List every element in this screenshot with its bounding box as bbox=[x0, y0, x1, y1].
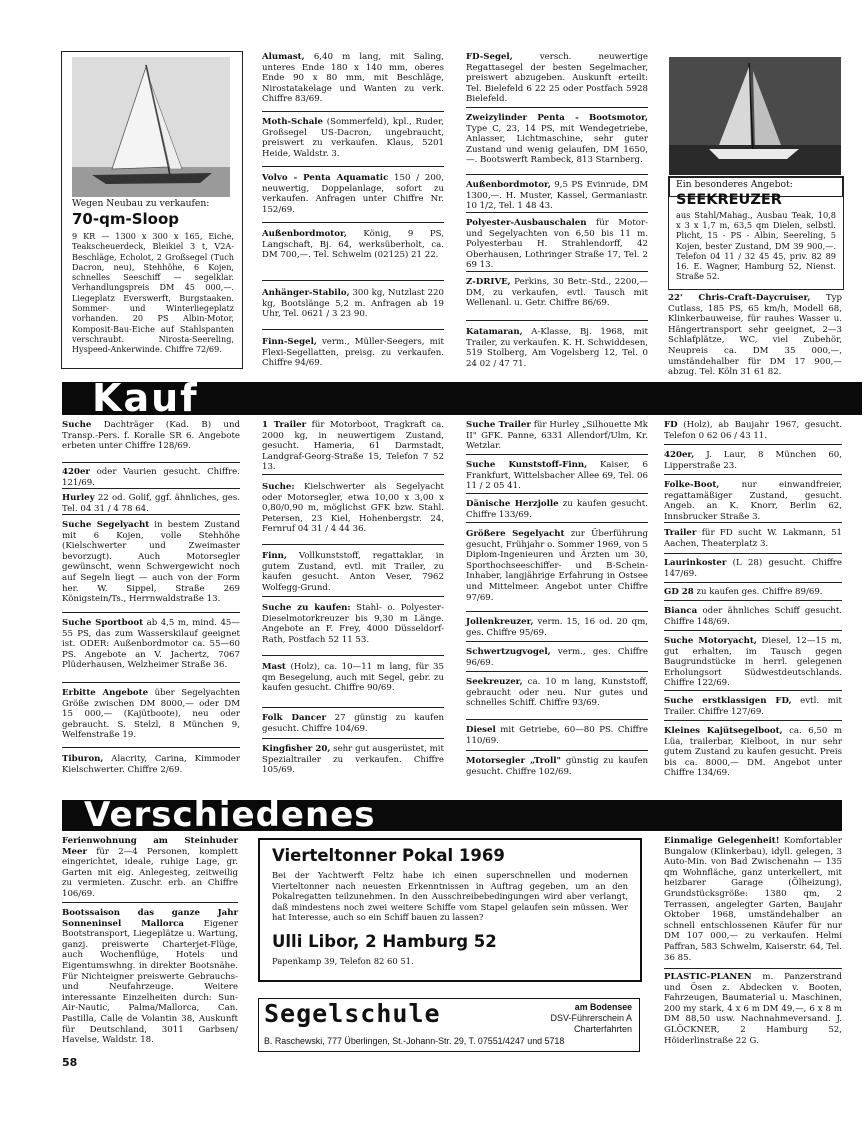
classified-ad: Suche erstklassigen FD, evtl. mit Trailer. Chiffre 127/69. bbox=[664, 696, 842, 717]
classified-ad: Laurinkoster (L 28) gesucht. Chiffre 147/69. bbox=[664, 558, 842, 579]
divider bbox=[664, 444, 842, 445]
classified-ad: Suche Segelyacht in bestem Zustand mit 6 Kojen, volle Stehhöhe (Kielschwerter und Zweimaster bevorzugt). Auch Motorsegler gewünscht, wenn Schwergewicht noch auf Segeln liegt — auch von der Form her. W. Sippel, Straße 269 Königstein/Ts., Herrnwaldstraße 13. bbox=[62, 520, 240, 605]
divider bbox=[664, 690, 842, 691]
divider bbox=[62, 462, 240, 463]
classified-ad-alumast: Alumast, 6,40 m lang, mit Saling, unteres Ende 180 x 140 mm, oberes Ende 90 x 80 mm, mit Beschläge, Nirostatakelage und Wanten zu verk. Chiffre 83/69. bbox=[262, 52, 444, 105]
classified-ad: Motorsegler „Troll" günstig zu kaufen gesucht. Chiffre 102/69. bbox=[466, 756, 648, 777]
divider bbox=[466, 271, 648, 272]
sailboat-photo bbox=[72, 57, 230, 197]
divider bbox=[664, 474, 842, 475]
classified-ad-penta: Zweizylinder Penta - Bootsmotor, Type C, 23, 14 PS, mit Wendegetriebe, Anlasser, Lichtmaschine, sehr guter Zustand und wenig gelaufen, DM 1650,—. Bootswerft Rambeck, 813 Starnberg. bbox=[466, 113, 648, 166]
divider bbox=[262, 738, 444, 739]
sloop-headline: 70-qm-Sloop bbox=[72, 210, 179, 228]
seekreuzer-headline: SEEKREUZER bbox=[676, 192, 782, 208]
divider bbox=[466, 719, 648, 720]
divider bbox=[62, 682, 240, 683]
classified-ad: Suche: Kielschwerter als Segelyacht oder Motorsegler, etwa 10,00 x 3,00 x 0,80/0,90 m, möglichst GFK bzw. Stahl. Petersen, 23 Kiel, Hohenbergstr. 24, Fernruf 04 31 / 4 44 36. bbox=[262, 482, 444, 535]
divider bbox=[466, 493, 648, 494]
classified-ad: Seekreuzer, ca. 10 m lang, Kunststoff, gebraucht oder neu. Nur gutes und schnelles Schiff. Chiffre 93/69. bbox=[466, 677, 648, 709]
classified-ad-plastic-planen: PLASTIC-PLANEN m. Panzerstrand und Ösen z. Abdecken v. Booten, Fahrzeugen, Baumaterial u. Maschinen, 200 my stark, 4 x 6 m DM 49,—, 6 x 8 m DM 88,50 usw. Nachnahmeversand. J. GLÖCKNER, 2 Hamburg 52, Höiderlinstraße 22 G. bbox=[664, 972, 842, 1046]
classified-ad-mallorca: Bootssaison das ganze Jahr Sonneninsel Mallorca Eigener Bootstransport, Liegeplätze u. Wartung, ganzj. preiswerte Charterjet-Flüge, auch Wochenflüge, Hotels und Eigentumswhng. in direkter Bootsnähe. Für Nichteigner preiswerte Gebrauchs- und Neufahrzeuge. Weitere interessante Einzelheiten durch: Sun-Air-Nautic, Palma/Mallorca, Can. Pastilla, Calle de Volantin 38, Auskunft für Deutschland, 3011 Garbsen/ Havelse, Waldstr. 18. bbox=[62, 908, 238, 1046]
pokal-name: Ulli Libor, 2 Hamburg 52 bbox=[272, 932, 497, 951]
classified-ad: FD (Holz), ab Baujahr 1967, gesucht. Telefon 0 62 06 / 43 11. bbox=[664, 420, 842, 441]
classified-ad: Suche zu kaufen: Stahl- o. Polyester-Dieselmotorkreuzer bis 9,30 m Länge. Angebote an F. Frey, 4000 Düsseldorf-Rath, Postfach 52 11 53. bbox=[262, 603, 444, 645]
divider bbox=[62, 747, 240, 748]
pokal-title: Vierteltonner Pokal 1969 bbox=[272, 846, 505, 865]
classified-ad: Bianca oder ähnliches Schiff gesucht. Chiffre 148/69. bbox=[664, 606, 842, 627]
classified-ad: Trailer für FD sucht W. Lakmann, 51 Aachen, Theaterplatz 3. bbox=[664, 528, 842, 549]
divider bbox=[664, 522, 842, 523]
segelschule-footer: B. Raschewski, 777 Überlingen, St.-Johann-Str. 29, T. 07551/4247 und 5718 bbox=[264, 1036, 565, 1046]
classified-ad-moth: Moth-Schale (Sommerfeld), kpl., Ruder, Großsegel US-Dacron, ungebraucht, preiswert zu verkaufen. Klaus, 5201 Heide, Waldstr. 3. bbox=[262, 117, 444, 159]
segelschule-line-1: am Bodensee bbox=[574, 1002, 632, 1012]
classified-ad: 1 Trailer für Motorboot, Tragkraft ca. 2000 kg, in neuwertigem Zustand, gesucht. Hameria, 61 Darmstadt, Landgraf-Georg-Straße 15, Telefon 7 52 13. bbox=[262, 420, 444, 473]
classified-ad: 420er oder Vaurien gesucht. Chiffre. 121/69. bbox=[62, 467, 240, 488]
divider bbox=[664, 553, 842, 554]
divider bbox=[466, 750, 648, 751]
classified-ad: Kingfisher 20, sehr gut ausgerüstet, mit Spezialtrailer zu verkaufen. Chiffre 105/69. bbox=[262, 744, 444, 776]
divider bbox=[664, 630, 842, 631]
divider bbox=[262, 544, 444, 545]
classified-ad-outboard: Außenbordmotor, König, 9 PS, Langschaft, Bj. 64, werksüberholt, ca. DM 700,—. Tel. Schwelm (02125) 21 22. bbox=[262, 229, 444, 261]
divider bbox=[466, 212, 648, 213]
classified-ad-volvo: Volvo - Penta Aquamatic 150 / 200, neuwertig, Doppelanlage, sofort zu verkaufen. Anfragen unter Chiffre Nr. 152/69. bbox=[262, 173, 444, 215]
divider bbox=[262, 596, 444, 597]
pokal-address: Papenkamp 39, Telefon 82 60 51. bbox=[272, 956, 414, 966]
section-header-kauf bbox=[62, 376, 862, 420]
divider bbox=[262, 166, 444, 167]
classified-ad-chris-craft: 22' Chris-Craft-Daycruiser, Typ Cutlass, 185 PS, 65 km/h, Modell 68, Klinkerbauweise, für rauhes Wasser u. Hängertransport sehr geeignet, 2—3 Schlafplätze, WC, viel Zubehör, Neupreis ca. DM 35 000,—, umständehalber für DM 17 900,— abzug. Tel. Köln 31 61 82. bbox=[668, 293, 842, 378]
divider bbox=[262, 707, 444, 708]
divider bbox=[262, 111, 444, 112]
section-header-verschiedenes bbox=[62, 795, 842, 835]
divider bbox=[466, 522, 648, 523]
divider bbox=[262, 474, 444, 475]
divider bbox=[262, 329, 444, 330]
section-title-kauf: Kauf bbox=[92, 376, 199, 420]
classified-ad: Hurley 22 od. Golif, ggf. ähnliches, ges. Tel. 04 31 / 4 78 64. bbox=[62, 493, 240, 514]
classified-ad-polyester: Polyester-Ausbauschalen für Motor- und Segelyachten von 6,50 bis 11 m. Polyesterbau H. Strahlendorff, 42 Oberhausen, Lothringer Straße 17, Tel. 2 69 13. bbox=[466, 218, 648, 271]
divider bbox=[466, 174, 648, 175]
divider bbox=[664, 720, 842, 721]
classified-ad-ferienwohnung: Ferienwohnung am Steinhuder Meer für 2—4 Personen, komplett eingerichtet, ideale, ruhige Lage, gr. Garten mit eig. Anlegesteg, zeitweilig zu vermieten. Zuschr. erb. an Chiffre 106/69. bbox=[62, 836, 238, 899]
classified-ad: Suche Dachträger (Kad. B) und Transp.-Pers. f. Koralle SR 6. Angebote erbeten unter Chiffre 128/69. bbox=[62, 420, 240, 452]
segelschule-line-2: DSV-Führerschein A bbox=[550, 1013, 632, 1023]
classified-ad-evinrude: Außenbordmotor, 9,5 PS Evinrude, DM 1300,—. H. Muster, Kassel, Germaniastr. 10 1/2, Tel. 1 48 43. bbox=[466, 180, 648, 212]
classified-ad: Finn, Vollkunststoff, regattaklar, in gutem Zustand, evtl. mit Trailer, zu kaufen gesucht. Anton Veser, 7962 Wolfegg-Grund. bbox=[262, 551, 444, 593]
segelschule-line-3: Charterfahrten bbox=[573, 1024, 632, 1034]
classified-ad: Jollenkreuzer, verm. 15, 16 od. 20 qm, ges. Chiffre 95/69. bbox=[466, 617, 648, 638]
divider bbox=[466, 320, 648, 321]
classified-ad-z-drive: Z-DRIVE, Perkins, 30 Betr.-Std., 2200,— DM, zu verkaufen, evtl. Tausch mit Wellenanl. u. Getr. Chiffre 86/69. bbox=[466, 277, 648, 309]
classified-ad: Suche Trailer für Hurley „Silhouette Mk II" GFK. Panne, 6331 Allendorf/Ulm, Kr. Wetzlar. bbox=[466, 420, 648, 452]
divider bbox=[62, 612, 240, 613]
classified-ad: Schwertzugvogel, verm., ges. Chiffre 96/69. bbox=[466, 647, 648, 668]
page-number: 58 bbox=[62, 1056, 78, 1069]
classified-ad-fd-sail: FD-Segel, versch. neuwertige Regattasegel der besten Segelmacher, preiswert abzugeben. Auskunft erteilt: Tel. Bielefeld 6 22 25 oder Postfach 5928 Bielefeld. bbox=[466, 52, 648, 105]
classified-ad: Folke-Boot, nur einwandfreier, regattamäßiger Zustand, gesucht. Angeb. an K. Knorr, Berlin 62, Innsbrucker Straße 3. bbox=[664, 480, 842, 522]
classified-ad: Mast (Holz), ca. 10—11 m lang, für 35 qm Besegelung, auch mit Segel, gebr. zu kaufen gesucht. Chiffre 90/69. bbox=[262, 662, 444, 694]
divider bbox=[466, 454, 648, 455]
classified-ad: Suche Motoryacht, Diesel, 12—15 m, gut erhalten, im Tausch gegen Baugrundstücke in herrl. gelegenen Erholungsort Südwestdeutschlands. Chiffre 122/69. bbox=[664, 636, 842, 689]
seekreuzer-frame bbox=[668, 176, 844, 290]
classified-ad-katamaran: Katamaran, A-Klasse, Bj. 1968, mit Trailer, zu verkaufen. K. H. Schwiddesen, 519 Stolberg, Am Vogelsberg 12, Tel. 0 24 02 / 47 71. bbox=[466, 327, 648, 369]
divider bbox=[262, 655, 444, 656]
seekreuzer-photo bbox=[669, 57, 841, 175]
divider bbox=[664, 600, 842, 601]
divider bbox=[62, 514, 240, 515]
divider bbox=[664, 968, 842, 969]
classified-ad: Kleines Kajütsegelboot, ca. 6,50 m Lüa, trailerbar, Kielboot, in nur sehr gutem Zustand zu kaufen gesucht. Preis bis ca. 8000,— DM. Angebot unter Chiffre 134/69. bbox=[664, 726, 842, 779]
segelschule-title: Segelschule bbox=[264, 999, 441, 1028]
divider bbox=[466, 611, 648, 612]
seekreuzer-text: aus Stahl/Mahag., Ausbau Teak, 10,8 x 3 x 1,7 m, 63,5 qm Dielen, selbstl. Plicht, 15 - PS - Albin, Seereling, 5 Kojen, bester Zustand, DM 39 900,—. Telefon 04 11 / 32 45 45, priv. 82 89 16. E. Wagner, Hamburg 52, Nienst. Straße 52. bbox=[676, 210, 836, 282]
divider bbox=[62, 902, 238, 903]
classified-ad: Dänische Herzjolle zu kaufen gesucht. Chiffre 133/69. bbox=[466, 499, 648, 520]
classified-ad: Folk Dancer 27 günstig zu kaufen gesucht. Chiffre 104/69. bbox=[262, 713, 444, 734]
divider bbox=[262, 222, 444, 223]
classified-ad: Erbitte Angebote über Segelyachten Größe zwischen DM 8000,— oder DM 15 000,— (Kajütboote), neu oder gebraucht. S. Stelzl, 8 München 9, Welfenstraße 19. bbox=[62, 688, 240, 741]
section-title-verschiedenes: Verschiedenes bbox=[84, 795, 376, 835]
divider bbox=[466, 107, 648, 108]
classified-ad: Suche Kunststoff-Finn, Kaiser, 6 Frankfurt, Wittelsbacher Allee 69, Tel. 06 11 / 2 05 41. bbox=[466, 460, 648, 492]
classified-ad: 420er, J. Laur, 8 München 60, Lipperstraße 23. bbox=[664, 450, 842, 471]
divider bbox=[262, 280, 444, 281]
yacht-image bbox=[669, 57, 841, 175]
classified-ad: GD 28 zu kaufen ges. Chiffre 89/69. bbox=[664, 587, 823, 597]
classified-ad: Größere Segelyacht zur Überführung gesucht, Frühjahr o. Sommer 1969, von 5 Diplom-Ingenieuren und Ärzten um 30, Sporthochseeschiffer- und B-Schein-Inhaber, langjährige Erfahrung in Ostsee und Mittelmeer. Angebot unter Chiffre 97/69. bbox=[466, 529, 648, 603]
seekreuzer-intro: Ein besonderes Angebot: bbox=[676, 179, 793, 190]
sloop-ad-text: 9 KR — 1300 x 300 x 165, Eiche, Teakscheuerdeck, Bleikiel 3 t, V2A-Beschläge, Echolot, 2 Großsegel (Tuch Dacron, neu), Stehhöhe, 6 Kojen, schnelles Seeschiff — segelklar. Verhandlungspreis DM 45 000,—. Liegeplatz Everswerft, Burgstaaken. Sommer- und Winterliegeplatz vorhanden. 20 PS Albin-Motor, Komposit-Bau-Eiche auf Stahlspanten verschraubt. Nirosta-Seereling, Hyspeed-Ankerwinde. Chiffre 72/69. bbox=[72, 231, 234, 355]
divider bbox=[664, 582, 842, 583]
classified-ad-bungalow: Einmalige Gelegenheit! Komfortabler Bungalow (Klinkerbau), idyll. gelegen, 3 Auto-Min. von Bad Zwischenahn — 135 qm Wohnfläche, ganz unterkellert, mit heizbarer Garage (Ölheizung), Grundstücksgröße: 1380 qm, 2 Terrassen, angelegter Garten, Baujahr Oktober 1968, umständehalber an schnell entschlossenen Käufer für nur DM 107 000,— zu verkaufen. Helmi Paffran, 583 Schwelm, Kaiserstr. 64, Tel. 36 85. bbox=[664, 836, 842, 963]
pokal-text: Bei der Yachtwerft Feltz habe ich einen superschnellen und modernen Vierteltonner nach neuesten Erkenntnissen in Auftrag gegeben, um an den Pokalregatten teilzunehmen. In den Ausschreibebedingungen wird aber verlangt, daß mindestens noch zwei weitere Schiffe vom Stapel gelaufen sein müssen. Wer hat Interesse, auch so ein Schiff bauen zu lassen? bbox=[272, 870, 628, 922]
divider bbox=[466, 671, 648, 672]
sloop-photo-caption: Wegen Neubau zu verkaufen: bbox=[72, 198, 210, 209]
sailboat-image bbox=[72, 57, 230, 197]
divider bbox=[466, 641, 648, 642]
classified-ad: Tiburon, Alacrity, Carina, Kimmoder Kielschwerter. Chiffre 2/69. bbox=[62, 754, 240, 775]
classified-ad: Suche Sportboot ab 4,5 m, mind. 45—55 PS, das zum Wasserskilauf geeignet ist. ODER: Außenbordmotor ca. 55—60 PS. Angebote an V. Jachertz, 7067 Plüderhausen, Welzheimer Straße 36. bbox=[62, 618, 240, 671]
divider bbox=[62, 488, 240, 489]
classified-ad: Diesel mit Getriebe, 60—80 PS. Chiffre 110/69. bbox=[466, 725, 648, 746]
classified-ad-finn-sail: Finn-Segel, verm., Müller-Seegers, mit Flexi-Segellatten, preisg. zu verkaufen. Chiffre 94/69. bbox=[262, 337, 444, 369]
classified-ad-trailer: Anhänger-Stabilo, 300 kg, Nutzlast 220 kg, Bootslänge 5,2 m. Anfragen ab 19 Uhr, Tel. 0621 / 3 23 90. bbox=[262, 288, 444, 320]
